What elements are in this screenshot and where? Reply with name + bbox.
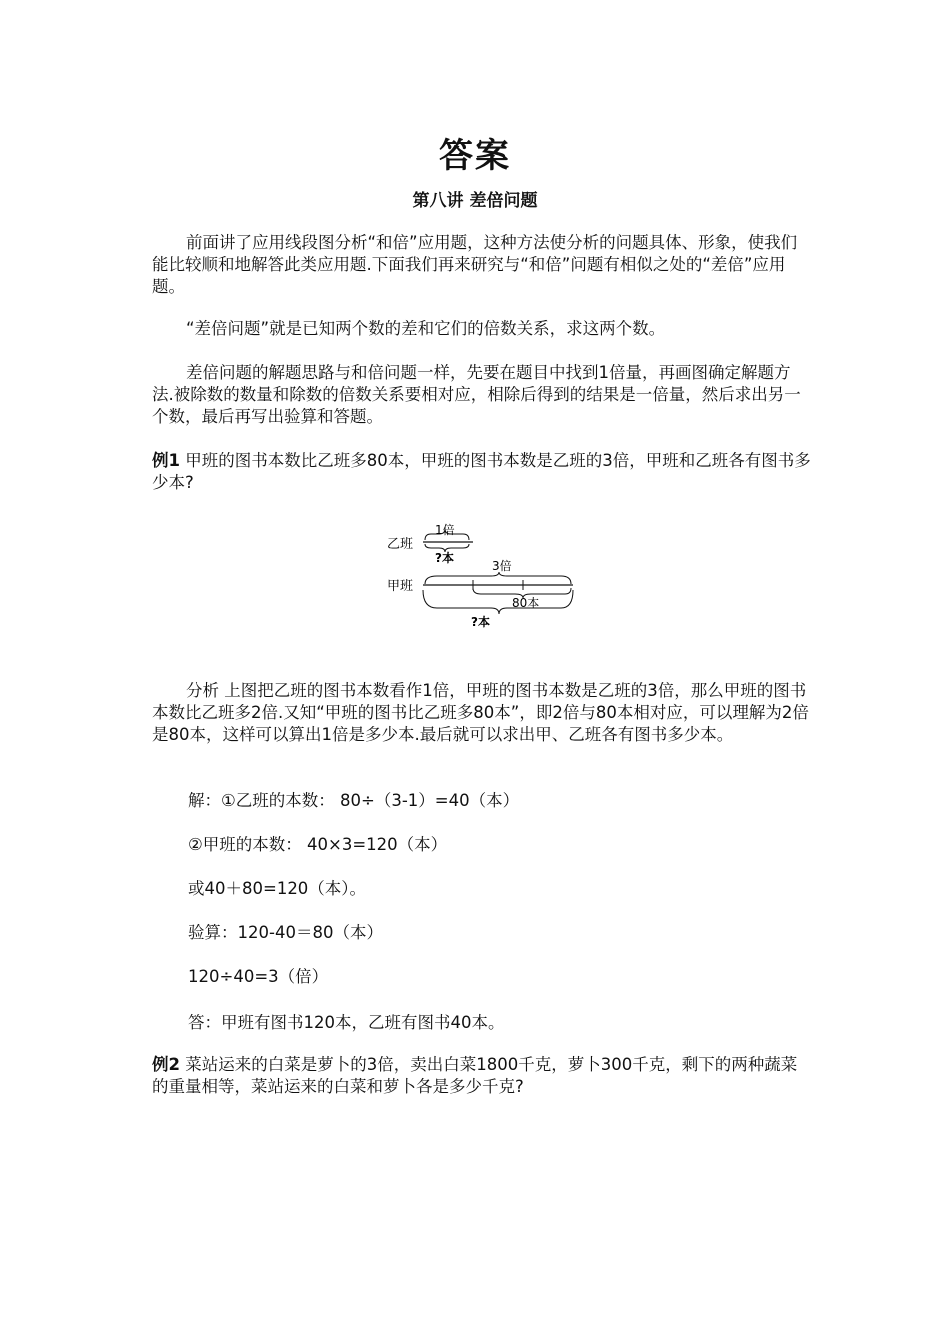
intro-paragraph-3: 差倍问题的解题思路与和倍问题一样，先要在题目中找到1倍量，再画图确定解题方法.被除数的数量和除数的倍数关系要相对应，相除后得到的结果是一倍量，然后求出另一个数，最后再写出验算和答题。: [152, 363, 801, 426]
diagram-row2-difference-label: 80本: [512, 596, 540, 610]
answer-line: 答：甲班有图书120本，乙班有图书40本。: [188, 1013, 505, 1032]
intro-paragraph-1: 前面讲了应用线段图分析“和倍”应用题，这种方法使分析的问题具体、形象，使我们能比较顺和地解答此类应用题.下面我们再来研究与“和倍”问题有相似之处的“差倍”应用题。: [152, 233, 798, 296]
solution-step-2: ②甲班的本数： 40×3=120（本）: [188, 835, 448, 854]
diagram-row1-label: 乙班: [387, 537, 414, 552]
solution-step-3: 或40＋80=120（本）。: [188, 879, 367, 898]
diagram-row2-top-brace: [425, 572, 571, 584]
diagram-row2-label: 甲班: [387, 579, 414, 594]
verification-step-1: 验算：120-40＝80（本）: [188, 923, 383, 942]
lesson-subtitle: 第八讲 差倍问题: [412, 191, 538, 211]
diagram-row2-top-label: 3倍: [492, 559, 512, 573]
example-2-label: 例2: [152, 1055, 180, 1074]
example-1-text: 甲班的图书本数比乙班多80本，甲班的图书本数是乙班的3倍，甲班和乙班各有图书多少本?: [152, 451, 811, 492]
example-2: [152, 1054, 812, 1098]
intro-paragraph-2: “差倍问题”就是已知两个数的差和它们的倍数关系，求这两个数。: [186, 319, 666, 338]
diagram-row2-bottom-label: ?本: [471, 615, 490, 629]
example-1: [152, 450, 812, 494]
diagram-row1-top-label: 1倍: [435, 523, 455, 537]
diagram-row1-bottom-label: ?本: [435, 551, 454, 565]
page-title: 答案: [439, 136, 511, 176]
line-segment-diagram: [375, 518, 595, 636]
example-2-text: 菜站运来的白菜是萝卜的3倍，卖出白菜1800千克，萝卜300千克，剩下的两种蔬菜的重量相等，菜站运来的白菜和萝卜各是多少千克?: [152, 1055, 798, 1096]
analysis-paragraph: 分析 上图把乙班的图书本数看作1倍，甲班的图书本数是乙班的3倍，那么甲班的图书本数比乙班多2倍.又知“甲班的图书比乙班多80本”，即2倍与80本相对应，可以理解为2倍是80本，这样可以算出1倍是多少本.最后就可以求出甲、乙班各有图书多少本。: [152, 681, 809, 744]
verification-step-2: 120÷40=3（倍）: [188, 967, 329, 986]
solution-step-1: 解：①乙班的本数： 80÷（3-1）=40（本）: [188, 791, 520, 810]
example-1-label: 例1: [152, 451, 180, 470]
